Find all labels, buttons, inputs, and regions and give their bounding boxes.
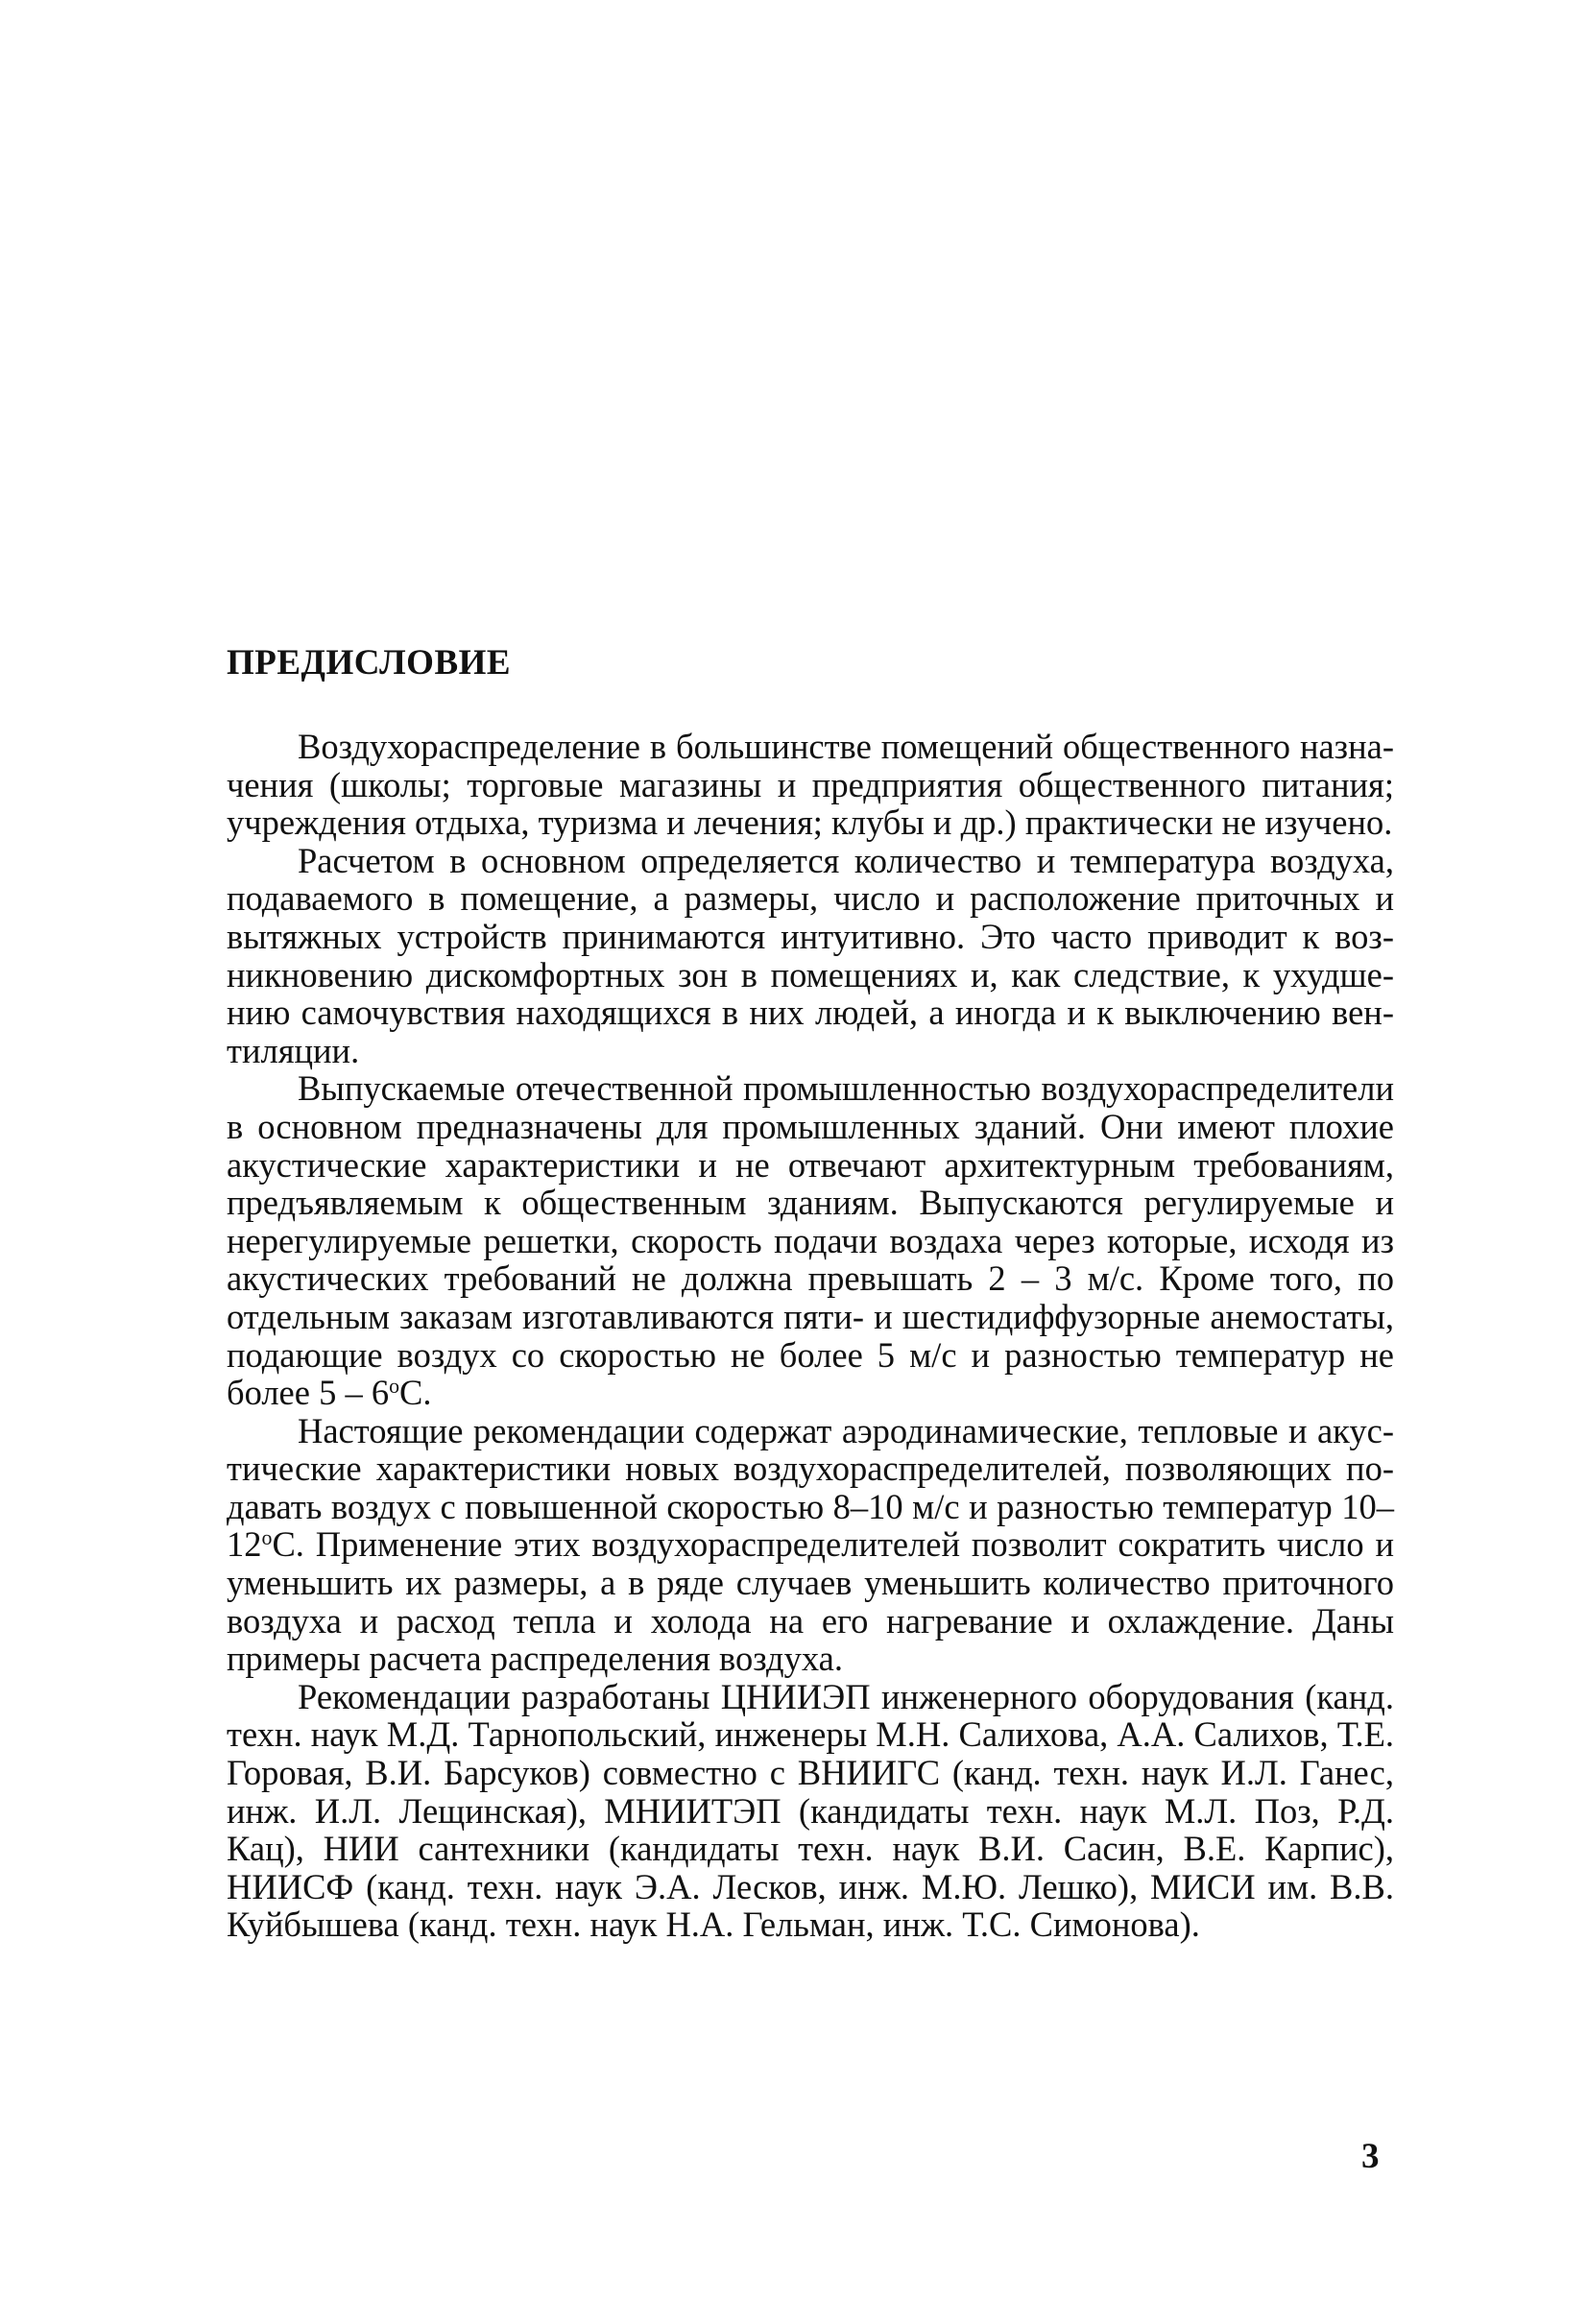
document-heading: ПРЕДИСЛОВИЕ — [227, 643, 512, 683]
paragraph-2: Расчетом в основном определяется количество и температура воздуха, подаваемого в помещение, а размеры, число и расположение приточных и вытяжных устройств принимаются интуитивно. Это часто приводит к возникновению дискомфортных зон в помещениях и, как следствие, к ухудшению самочувствия находящихся в них людей, а иногда и к выключению вентиляции. — [227, 840, 1394, 1070]
paragraph-4-tail: С. Применение этих воздухораспределителей позволит сократить число и уменьшить их размеры, а в ряде случаев уменьшить количество приточного воздуха и расход тепла и холода на его нагревание и охлаждение. Даны примеры расчета распределения воздуха. — [227, 1524, 1394, 1679]
paragraph-1: Воздухораспределение в большинстве помещений общественного назначения (школы; торговые магазины и предприятия общественного питания; учреждения отдыха, туризма и лечения; клубы и др.) практически не изучено. — [227, 727, 1394, 843]
paragraph-3 — [227, 1069, 1394, 1411]
document-body — [227, 728, 1394, 1944]
degree-symbol: о — [261, 1525, 273, 1550]
page-number: 3 — [1361, 2137, 1380, 2176]
degree-symbol: о — [389, 1374, 400, 1399]
paragraph-4-text: Настоящие рекомендации содержат аэродинамические, тепловые и акустические характеристики новых воздухораспределителей, позволяющих подавать воздух с повышенной скоростью 8–10 м/с и разностью температур 10–12 — [227, 1410, 1394, 1565]
paragraph-4 — [227, 1412, 1394, 1678]
paragraph-3-text: Выпускаемые отечественной промышленностью воздухораспределители в основном предназначены для промышленных зданий. Они имеют плохие акустические характеристики и не отвечают архитектурным требованиям, предъявляемым к общественным зданиям. Выпускаются регулируемые и нерегулируемые решетки, скорость подачи воздаха через которые, исходя из акустических требований не должна превышать 2 – 3 м/с. Кроме того, по отдельным заказам изготавливаются пяти- и шестидиффузорные анемостаты, подающие воздух со скоростью не более 5 м/с и разностью температур не более 5 – 6 — [227, 1068, 1394, 1413]
paragraph-5: Рекомендации разработаны ЦНИИЭП инженерного оборудования (канд. техн. наук М.Д. Тарнопольский, инженеры М.Н. Салихова, А.А. Салихов, Т.Е. Горовая, В.И. Барсуков) совместно с ВНИИГС (канд. техн. наук И.Л. Ганес, инж. И.Л. Лещинская), МНИИТЭП (кандидаты техн. наук М.Л. Поз, Р.Д. Кац), НИИ сантехники (кандидаты техн. наук В.И. Сасин, В.Е. Карпис), НИИСФ (канд. техн. наук Э.А. Лесков, инж. М.Ю. Лешко), МИСИ им. В.В. Куйбышева (канд. техн. наук Н.А. Гельман, инж. Т.С. Симонова). — [227, 1676, 1394, 1945]
paragraph-3-tail: С. — [399, 1373, 432, 1413]
